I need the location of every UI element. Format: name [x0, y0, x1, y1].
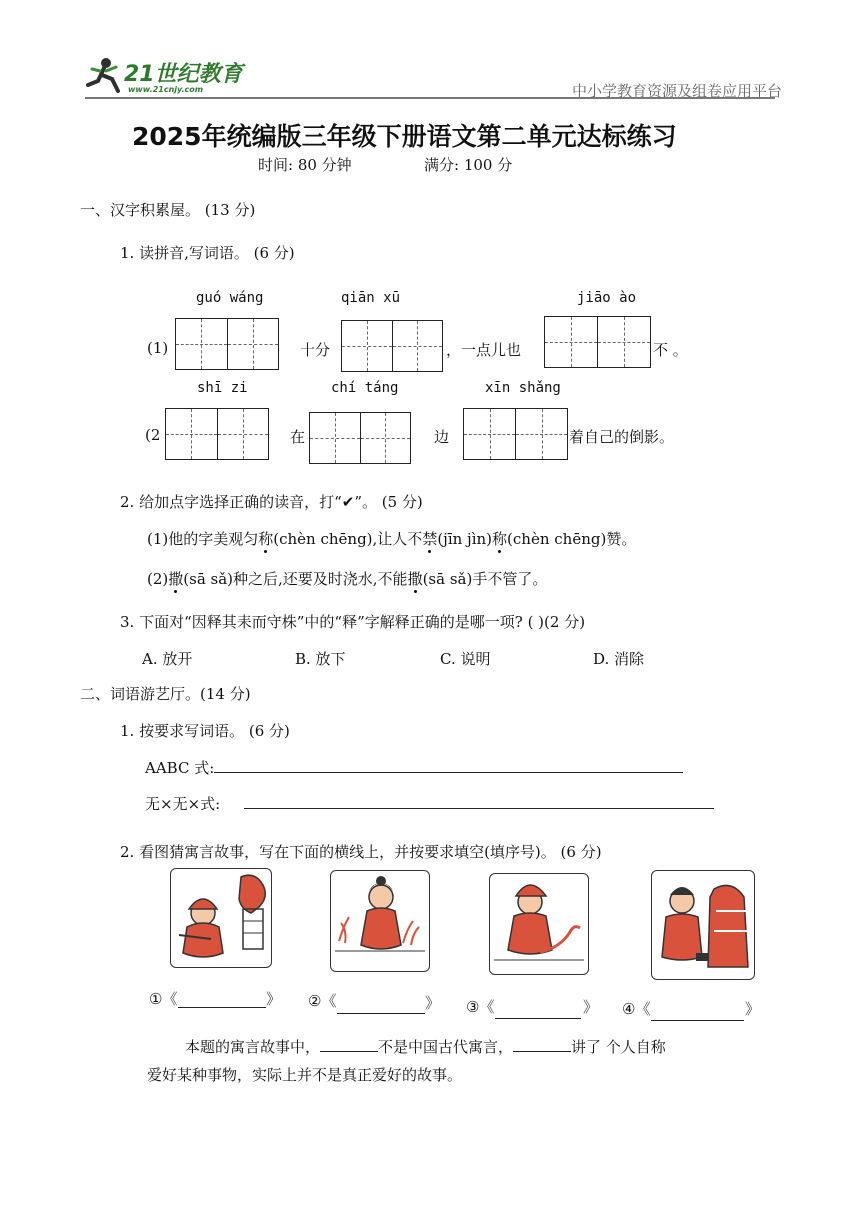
- question-label: 3. 下面对“因释其耒而守株”中的“释”字解释正确的是哪一项? ( )(2 分): [120, 613, 586, 631]
- writing-grid[interactable]: [309, 412, 411, 464]
- answer-blank[interactable]: [320, 1037, 378, 1052]
- story-slot-1: [149, 988, 177, 1009]
- text: (chèn chēng),让人不: [273, 530, 423, 548]
- sentence-text: 十分: [300, 341, 331, 359]
- writing-grid[interactable]: [463, 408, 568, 460]
- story-slot-3: [466, 996, 494, 1017]
- slot-open: ①《: [149, 990, 178, 1008]
- time-info: 时间: 80 分钟: [258, 156, 352, 174]
- fable-picture-4: [651, 870, 755, 980]
- fable-picture-2: [330, 870, 430, 972]
- pinyin: xīn shǎng: [485, 380, 561, 396]
- option-b[interactable]: B. 放下: [295, 650, 346, 668]
- dotted-char: 称: [258, 530, 274, 548]
- story-slot-2: [308, 990, 336, 1011]
- pinyin: qiān xū: [341, 290, 401, 306]
- field-label: AABC 式:: [145, 759, 215, 777]
- sentence-text: 边: [434, 428, 450, 446]
- story-slot-4: [622, 998, 650, 1019]
- answer-line[interactable]: [495, 1018, 581, 1019]
- logo-main-text: 21世纪教育: [124, 62, 243, 87]
- dotted-char: 撒: [407, 570, 423, 588]
- platform-text: 中小学教育资源及组卷应用平台: [572, 82, 783, 100]
- text: 本题的寓言故事中，: [185, 1038, 321, 1056]
- answer-line[interactable]: [214, 772, 683, 773]
- fable-picture-3: [489, 873, 589, 975]
- sentence-line: [147, 528, 636, 549]
- question-label: 1. 按要求写词语。 (6 分): [120, 722, 290, 740]
- text: (jīn jìn): [437, 530, 493, 548]
- logo-url-text: www.21cnjy.com: [128, 85, 204, 94]
- writing-grid[interactable]: [544, 316, 651, 368]
- text: 不是中国古代寓言，: [378, 1038, 514, 1056]
- header-divider: [85, 97, 775, 99]
- pinyin: guó wáng: [196, 290, 264, 306]
- sentence-line: [147, 568, 547, 589]
- text: 讲了 个人自称: [571, 1038, 666, 1056]
- runner-logo-icon: [84, 55, 126, 97]
- fable-picture-1: [170, 868, 272, 968]
- answer-line[interactable]: [178, 1007, 266, 1008]
- page-title: 2025年统编版三年级下册语文第二单元达标练习: [132, 122, 677, 151]
- text: (sā sǎ)种之后,还要及时浇水,不能: [183, 570, 408, 588]
- score-info: 满分: 100 分: [424, 156, 513, 174]
- paragraph-line: [185, 1036, 666, 1057]
- answer-line[interactable]: [244, 808, 714, 809]
- writing-grid[interactable]: [165, 408, 269, 460]
- writing-grid[interactable]: [341, 320, 443, 372]
- text: (sā sǎ)手不管了。: [422, 570, 548, 588]
- item-number: (2: [145, 426, 161, 444]
- slot-open: ②《: [308, 992, 337, 1010]
- option-c[interactable]: C. 说明: [440, 650, 491, 668]
- pinyin: jiāo ào: [577, 290, 637, 306]
- slot-close: 》: [583, 998, 599, 1016]
- question-label: 2. 看图猜寓言故事，写在下面的横线上，并按要求填空(填序号)。 (6 分): [120, 843, 602, 861]
- sentence-text: 不 。: [653, 341, 688, 359]
- logo: [84, 55, 264, 101]
- item-number: (1): [147, 339, 169, 357]
- option-a[interactable]: A. 放开: [142, 650, 193, 668]
- sentence-text: ，一点儿也: [446, 341, 522, 359]
- paragraph-line: 爱好某种事物，实际上并不是真正爱好的故事。: [147, 1066, 463, 1084]
- answer-blank[interactable]: [513, 1037, 571, 1052]
- question-label: 2. 给加点字选择正确的读音，打“✔”。 (5 分): [120, 493, 423, 511]
- dotted-char: 禁: [422, 530, 438, 548]
- slot-close: 》: [425, 994, 441, 1012]
- pinyin: chí táng: [331, 380, 399, 396]
- answer-line[interactable]: [337, 1013, 425, 1014]
- option-d[interactable]: D. 消除: [593, 650, 645, 668]
- text: (2): [147, 570, 169, 588]
- slot-open: ④《: [622, 1000, 651, 1018]
- dotted-char: 称: [492, 530, 508, 548]
- sentence-text: 着自己的倒影。: [569, 428, 675, 446]
- field-label: 无×无×式:: [145, 795, 221, 813]
- dotted-char: 撒: [168, 570, 184, 588]
- slot-close: 》: [266, 990, 282, 1008]
- text: (1)他的字美观匀: [147, 530, 259, 548]
- slot-close: 》: [745, 1000, 761, 1018]
- writing-grid[interactable]: [175, 318, 279, 370]
- text: (chèn chēng)赞。: [507, 530, 637, 548]
- sentence-text: 在: [290, 428, 306, 446]
- section-heading: 一、汉字积累屋。 (13 分): [80, 201, 256, 219]
- question-label: 1. 读拼音,写词语。 (6 分): [120, 244, 295, 262]
- pinyin: shī zi: [197, 380, 248, 396]
- slot-open: ③《: [466, 998, 495, 1016]
- section-heading: 二、词语游艺厅。(14 分): [80, 685, 251, 703]
- answer-line[interactable]: [651, 1020, 744, 1021]
